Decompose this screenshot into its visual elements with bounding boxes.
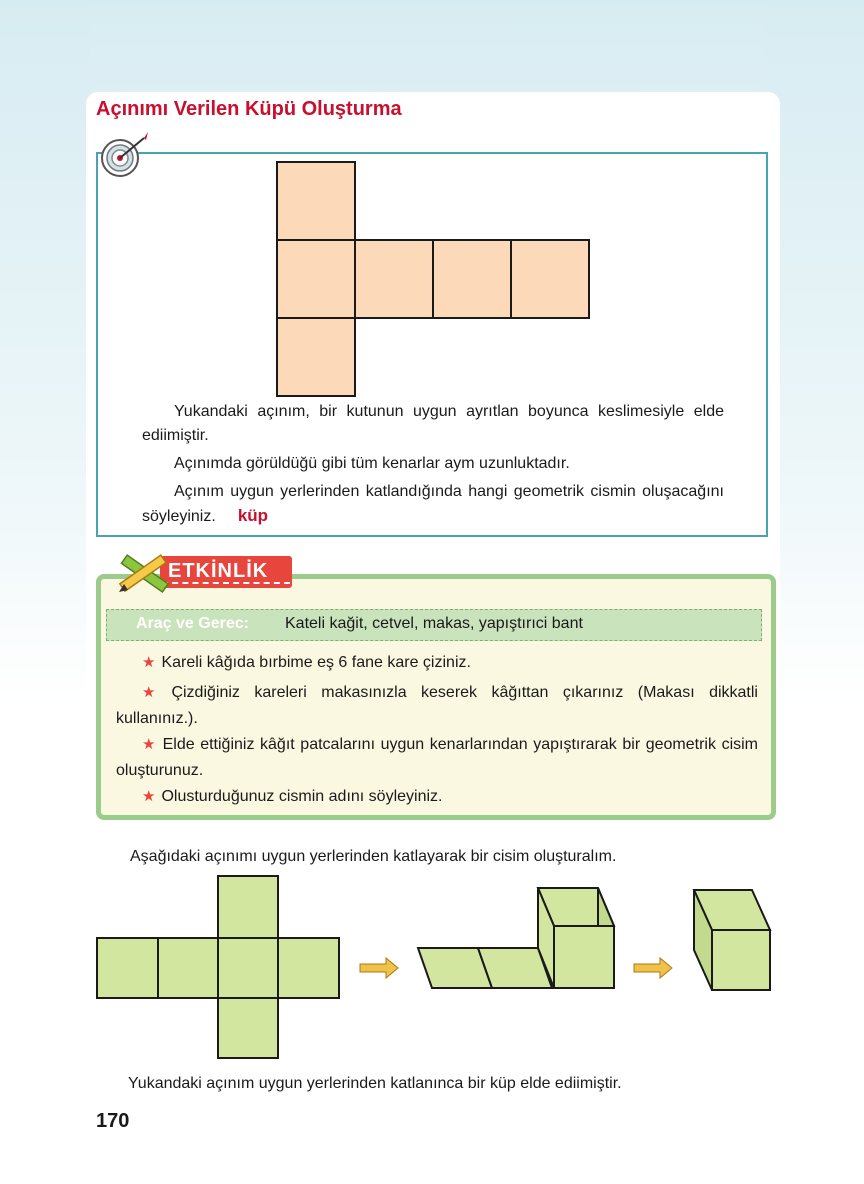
- star-icon: ★: [142, 654, 156, 671]
- folding-step-shape: [418, 888, 614, 988]
- intro-paragraph-2: Açınımda görüldüğü gibi tüm kenarlar aym uzunluktadır.: [174, 455, 570, 472]
- intro-paragraph-1: Yukandaki açınım, bir kutunun uygun ayrıtlan boyunca keslimesiyle elde ediimiştir.: [142, 403, 724, 444]
- activity-banner-label: ETKİNLİK: [168, 560, 269, 582]
- star-icon: ★: [142, 684, 166, 701]
- page-number: 170: [96, 1110, 130, 1132]
- activity-step-3: ★ Elde ettiğiniz kâğıt patcalarını uygun kenarlarından yapıştırarak bir geometrik cisim oluşturunuz.: [116, 736, 759, 779]
- activity-step-1: ★ Kareli kâğıda bırbime eş 6 fane kare çiziniz.: [142, 654, 471, 671]
- arrow-right-icon: [360, 958, 398, 978]
- tools-value: Kateli kağit, cetvel, makas, yapıştırıci bant: [285, 615, 583, 632]
- intro-question: Açınım uygun yerlerinden katlandığında hangi geometrik cismin oluşacağını söyleyiniz.: [142, 483, 724, 525]
- cube-shape: [694, 890, 770, 990]
- section-title: Açınımı Verilen Küpü Oluşturma: [96, 98, 402, 120]
- arrow-right-icon: [634, 958, 672, 978]
- cube-net-green: [97, 876, 339, 1058]
- star-icon: ★: [142, 788, 156, 805]
- tools-label: Araç ve Gerec:: [136, 615, 249, 632]
- activity-step-2: ★ Çizdiğiniz kareleri makasınızla keserek kâğıttan çıkarınız (Makası dikkatli kullanınız.).: [116, 684, 758, 727]
- folding-intro: Aşağıdaki açınımı uygun yerlerinden katlayarak bir cisim oluşturalım.: [130, 848, 617, 865]
- folding-conclusion: Yukandaki açınım uygun yerlerinden katlanınca bir küp elde ediimiştir.: [128, 1075, 622, 1092]
- activity-step-4: ★ Olusturduğunuz cismin adını söyleyiniz.: [142, 788, 443, 805]
- star-icon: ★: [142, 736, 157, 753]
- answer-text: küp: [237, 506, 269, 525]
